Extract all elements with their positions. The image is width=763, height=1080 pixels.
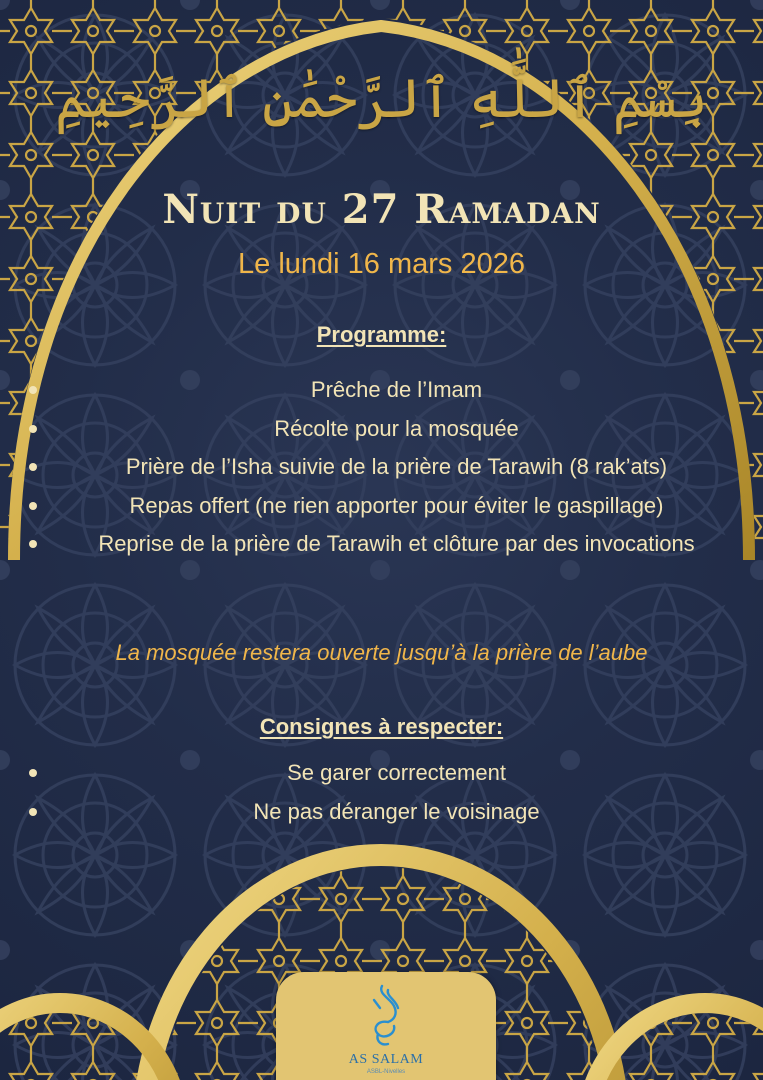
consigne-item: Se garer correctement xyxy=(0,754,763,793)
bismillah-calligraphy: بِسْمِ ٱللَّٰهِ ٱلرَّحْمَٰنِ ٱلرَّحِيمِ xyxy=(55,67,708,130)
bullet-icon xyxy=(29,463,37,471)
event-date: Le lundi 16 mars 2026 xyxy=(238,248,525,280)
consignes-list xyxy=(0,754,763,831)
programme-item: Prêche de l’Imam xyxy=(0,371,763,410)
as-salam-logo xyxy=(276,972,496,1080)
bullet-icon xyxy=(29,502,37,510)
bullet-icon xyxy=(29,769,37,777)
consigne-item: Ne pas déranger le voisinage xyxy=(0,793,763,832)
bullet-icon xyxy=(29,425,37,433)
bullet-icon xyxy=(29,386,37,394)
programme-item: Prière de l’Isha suivie de la prière de Tarawih (8 rak’ats) xyxy=(0,448,763,487)
event-title: Nuit du 27 Ramadan xyxy=(162,186,601,233)
logo-subtitle: ASBL-Nivelles xyxy=(366,1069,406,1075)
programme-item: Récolte pour la mosquée xyxy=(0,410,763,449)
opening-hours-note: La mosquée restera ouverte jusqu’à la prière de l’aube xyxy=(115,640,648,665)
programme-list xyxy=(0,371,763,564)
calligraphy-logo-icon xyxy=(364,984,408,1048)
programme-heading: Programme: xyxy=(316,322,447,347)
logo-name: AS SALAM xyxy=(348,1052,424,1067)
programme-item: Repas offert (ne rien apporter pour éviter le gaspillage) xyxy=(0,487,763,526)
consignes-heading: Consignes à respecter: xyxy=(259,714,504,739)
bullet-icon xyxy=(29,808,37,816)
programme-item: Reprise de la prière de Tarawih et clôture par des invocations xyxy=(0,525,763,564)
bullet-icon xyxy=(29,540,37,548)
